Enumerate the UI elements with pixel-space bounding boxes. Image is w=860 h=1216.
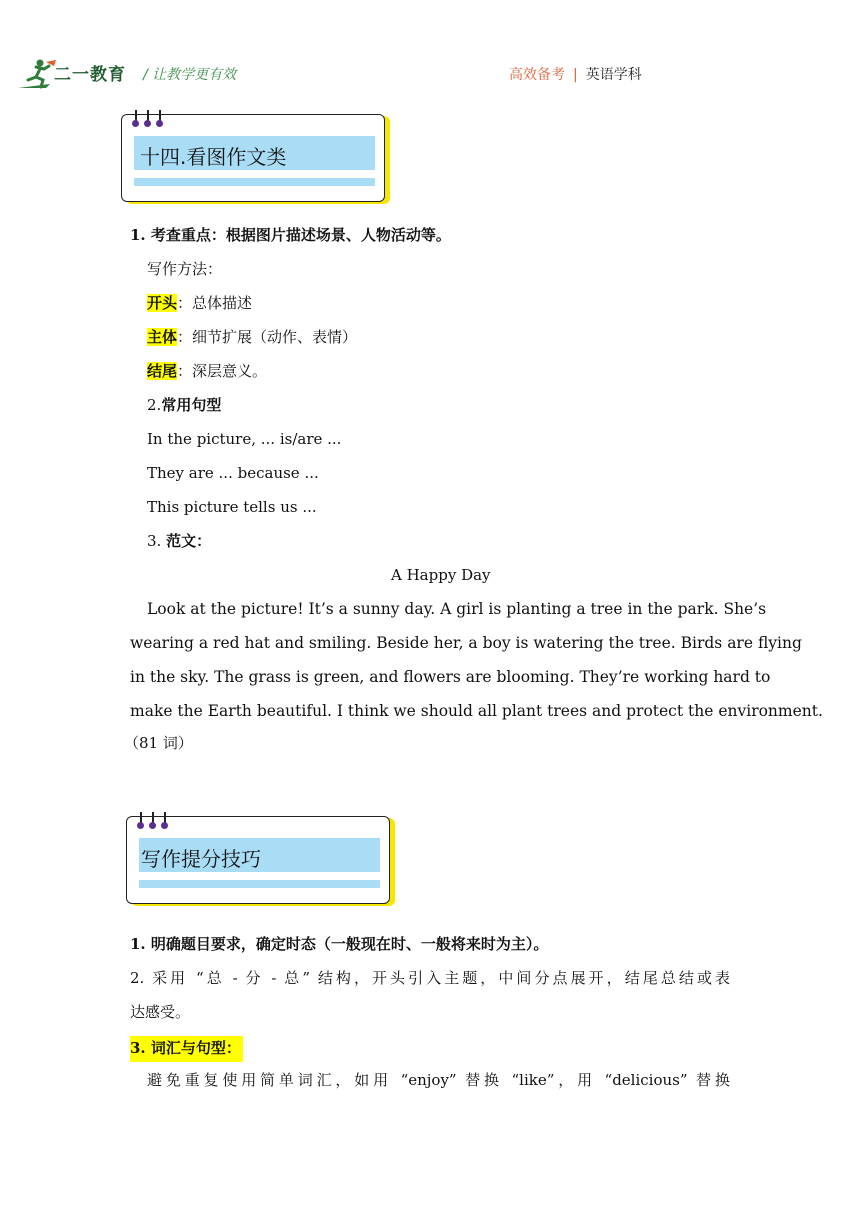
tip-2-line-2: 达感受。: [130, 1003, 191, 1021]
word-count: （81 词）: [124, 734, 193, 752]
essay-line-4: make the Earth beautiful. I think we should all plant trees and protect the environment.: [130, 702, 823, 720]
header-right: [509, 64, 642, 84]
essay-line-3: in the sky. The grass is green, and flowers are blooming. They’re working hard to: [130, 668, 771, 686]
end-text: ：深层意义。: [177, 362, 268, 380]
ring-icon: [137, 822, 144, 829]
point-1: 1. 考查重点：根据图片描述场景、人物活动等。: [130, 226, 451, 244]
body-key: 主体: [147, 328, 178, 346]
point-2: [147, 395, 221, 415]
method-label: 写作方法：: [147, 260, 223, 278]
sentence-pattern-3: This picture tells us ...: [147, 498, 317, 516]
point-2-num: 2.: [147, 396, 162, 414]
essay-line-2: wearing a red hat and smiling. Beside her, a boy is watering the tree. Birds are flying: [130, 634, 802, 652]
essay-line-1: Look at the picture! It’s a sunny day. A girl is planting a tree in the park. She’s: [147, 600, 767, 618]
tip-1: 1. 明确题目要求，确定时态（一般现在时、一般将来时为主）。: [130, 935, 549, 953]
ring-icon: [132, 120, 139, 127]
method-body: [147, 327, 357, 347]
essay-title: A Happy Day: [391, 566, 491, 584]
point-2-label: 常用句型: [161, 396, 222, 414]
header-subject-label: 英语学科: [585, 67, 642, 83]
section1-title: 十四.看图作文类: [140, 145, 287, 169]
tip-3: 3. 词汇与句型：: [130, 1036, 243, 1062]
section2-title: 写作提分技巧: [141, 847, 261, 871]
open-key: 开头: [147, 294, 178, 312]
page-header: [0, 52, 860, 92]
tip-2-line-1: 2. 采用 “总 - 分 - 总” 结构，开头引入主题，中间分点展开，结尾总结或表: [130, 969, 730, 987]
method-open: [147, 293, 252, 313]
ring-icon: [144, 120, 151, 127]
ring-icon: [161, 822, 168, 829]
open-text: ：总体描述: [177, 294, 253, 312]
method-end: [147, 361, 267, 381]
point-3: [147, 531, 211, 551]
point-3-num: 3.: [147, 532, 167, 550]
sentence-pattern-1: In the picture, ... is/are ...: [147, 430, 342, 448]
end-key: 结尾: [147, 362, 178, 380]
header-separator: |: [573, 67, 578, 83]
header-exam-label: 高效备考: [509, 67, 565, 83]
tip-3-body: 避免重复使用简单词汇，如用 “enjoy” 替换 “like”，用 “delicious” 替换: [147, 1071, 730, 1089]
header-slogan: / 让教学更有效: [143, 67, 237, 83]
ring-icon: [156, 120, 163, 127]
logo-text: 二一教育: [54, 65, 126, 85]
section2-title-box: [123, 810, 399, 910]
sentence-pattern-2: They are ... because ...: [147, 464, 319, 482]
point-3-label: 范文：: [166, 532, 212, 550]
ring-icon: [149, 822, 156, 829]
section1-title-box: [118, 108, 394, 208]
body-text: ：细节扩展（动作、表情）: [177, 328, 358, 346]
